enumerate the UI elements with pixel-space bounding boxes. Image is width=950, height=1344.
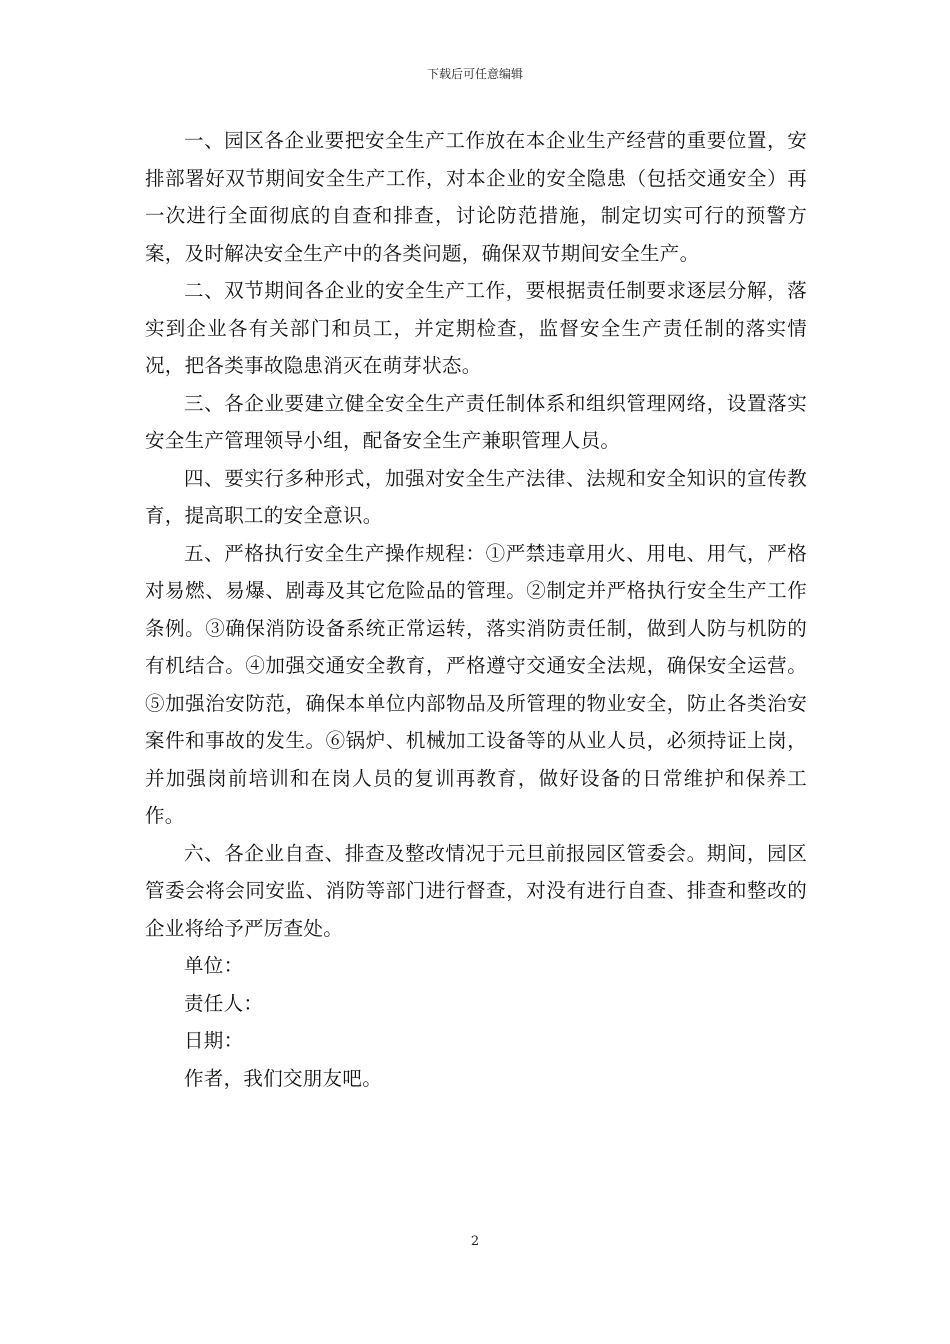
signature-unit: 单位： [184, 954, 244, 977]
signature-responsible: 责任人： [184, 991, 264, 1015]
paragraph-2: 二、双节期间各企业的安全生产工作，要根据责任制要求逐层分解，落实到企业各有关部门和员工，并定期检查，监督安全生产责任制的落实情况，把各类事故隐患消灭在萌芽状态。 [145, 279, 807, 377]
paragraph-6: 六、各企业自查、排查及整改情况于元旦前报园区管委会。期间，园区管委会将会同安监、消防等部门进行督查，对没有进行自查、排查和整改的企业将给予严厉查处。 [145, 841, 807, 940]
paragraph-3: 三、各企业要建立健全安全生产责任制体系和组织管理网络，设置落实安全生产管理领导小组，配备安全生产兼职管理人员。 [145, 391, 807, 452]
signature-date: 日期： [184, 1029, 244, 1052]
closing-line: 作者，我们交朋友吧。 [184, 1066, 383, 1090]
paragraph-5: 五、严格执行安全生产操作规程：①严禁违章用火、用电、用气，严格对易燃、易爆、剧毒及其它危险品的管理。②制定并严格执行安全生产工作条例。③确保消防设备系统正常运转，落实消防责任制，做到人防与机防的有机结合。④加强交通安全教育，严格遵守交通安全法规，确保安全运营。⑤加强治安防范，确保本单位内部物品及所管理的物业安全，防止各类治安案件和事故的发生。⑥锅炉、机械加工设备等的从业人员，必须持证上岗，并加强岗前培训和在岗人员的复训再教育，做好设备的日常维护和保养工作。 [145, 541, 807, 827]
page-number: 2 [470, 1234, 480, 1249]
paragraph-4: 四、要实行多种形式，加强对安全生产法律、法规和安全知识的宣传教育，提高职工的安全意识。 [145, 466, 807, 527]
paragraph-1: 一、园区各企业要把安全生产工作放在本企业生产经营的重要位置，安排部署好双节期间安全生产工作，对本企业的安全隐患（包括交通安全）再一次进行全面彻底的自查和排查，讨论防范措施，制定切实可行的预警方案，及时解决安全生产中的各类问题，确保双节期间安全生产。 [145, 129, 807, 265]
page-header: 下载后可任意编辑 [426, 67, 523, 81]
document-body [145, 122, 807, 1097]
